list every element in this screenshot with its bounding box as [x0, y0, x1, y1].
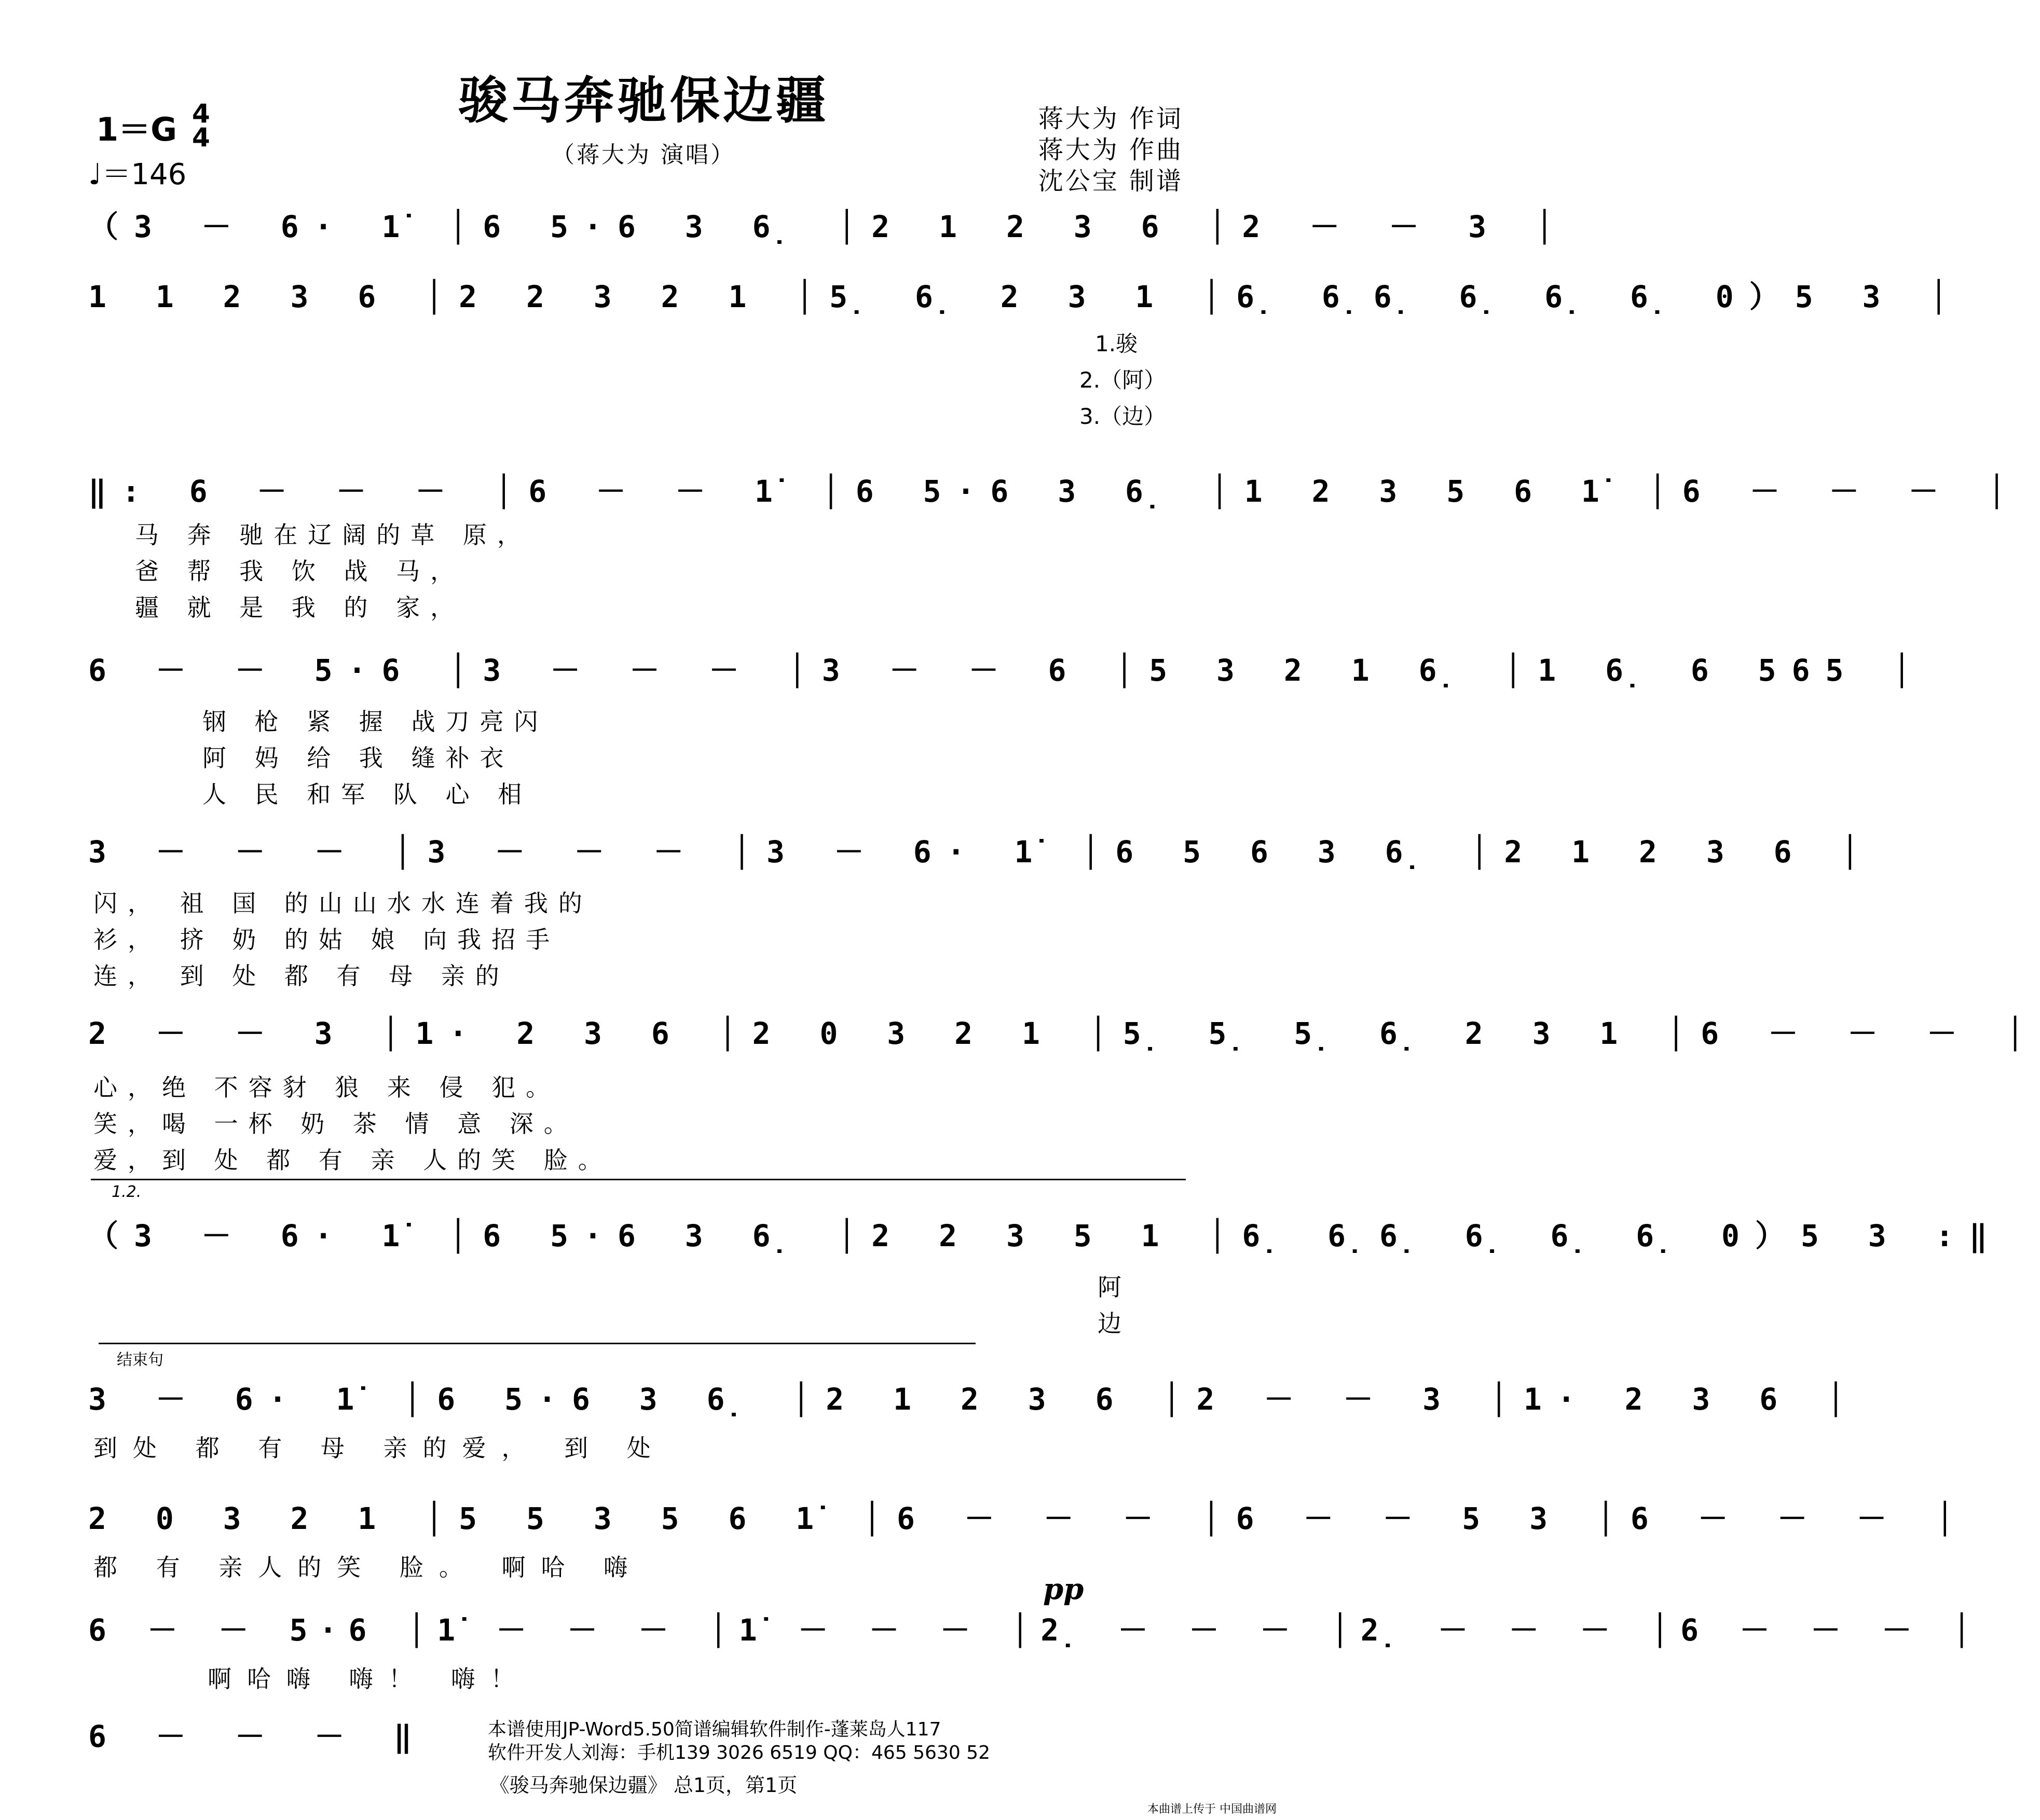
lyric-line: 疆 就 是 我 的 家，	[135, 594, 465, 622]
footer-software-line: 本谱使用JP-Word5.50简谱编辑软件制作-蓬莱岛人117	[488, 1719, 941, 1740]
lyric-line: 心，绝 不容豺 狼 来 侵 犯。	[93, 1073, 560, 1101]
volta-bracket-line	[91, 1179, 1186, 1180]
lyric-line: 啊哈嗨 嗨！ 嗨！	[208, 1665, 530, 1693]
score-row	[88, 272, 1964, 329]
uploader-watermark: 本曲谱上传于 中国曲谱网	[1147, 1803, 1277, 1816]
notation-line: 3 － － － │3 － － － │3 － 6· 1̇ │6 5 6 3 6̣ │2 1 2 3 6 │	[88, 834, 1875, 870]
lyric-line: 边	[1098, 1309, 1121, 1338]
lyric-line: 爸 帮 我 饮 战 马，	[135, 557, 465, 585]
page-title: 骏马奔驰保边疆	[458, 71, 829, 130]
credit-composer: 蒋大为 作曲	[1038, 135, 1183, 164]
notation-line: （3 － 6· 1̇ │6 5·6 3 6̣ │2 2 3 5 1 │6̣ 6̣6̣ 6̣ 6̣ 6̣ 0）5 3 :‖	[88, 1218, 2003, 1253]
notation-line: 2 － － 3 │1· 2 3 6 │2 0 3 2 1 │5̣ 5̣ 5̣ 6̣ 2 3 1 │6 － － － │	[88, 1016, 2040, 1051]
verse-mark-3: 3.（边）	[1079, 404, 1166, 429]
lyric-line: 闪， 祖 国 的山山水水连着我的	[93, 889, 593, 917]
lyric-line: 都 有 亲人的笑 脸。 啊哈 嗨	[93, 1553, 644, 1581]
lyric-line: 马 奔 驰在辽阔的草 原，	[135, 521, 531, 549]
score-row	[88, 1606, 1982, 1663]
time-sig-bottom: 4	[192, 122, 210, 153]
verse-mark-1: 1.骏	[1095, 331, 1138, 356]
lyric-line: 钢 枪 紧 握 战刀亮闪	[202, 708, 549, 736]
performer-subtitle: （蒋大为 演唱）	[552, 142, 735, 168]
score-row	[88, 1494, 1970, 1551]
dynamic-marking: pp	[1043, 1572, 1084, 1606]
lyric-line: 阿	[1098, 1273, 1121, 1301]
score-row	[88, 1211, 2003, 1269]
lyric-line: 人 民 和军 队 心 相	[202, 780, 532, 808]
lyric-line: 笑，喝 一杯 奶 茶 情 意 深。	[93, 1110, 578, 1138]
lyric-line: 阿 妈 给 我 缝补衣	[202, 744, 514, 772]
score-row	[88, 467, 2022, 524]
credit-transcriber: 沈公宝 制谱	[1038, 167, 1183, 196]
tempo-marking: ♩＝146	[88, 158, 187, 191]
score-row	[88, 202, 1569, 259]
coda-label: 结束句	[117, 1351, 163, 1369]
notation-line: 6 － － 5·6 │1̇ － － － │1̇ － － － │2̣ － － － │2̣ － － － │6 － － － │	[88, 1612, 1982, 1648]
notation-line: 1 1 2 3 6 │2 2 3 2 1 │5̣ 6̣ 2 3 1 │6̣ 6̣6̣ 6̣ 6̣ 6̣ 0）5 3 │	[88, 279, 1964, 314]
lyric-line: 到处 都 有 母 亲的爱， 到 处	[93, 1434, 666, 1462]
notation-line: 3 － 6· 1̇ │6 5·6 3 6̣ │2 1 2 3 6 │2 － － 3 │1· 2 3 6 │	[88, 1382, 1861, 1417]
notation-line: 6 － － － ‖	[88, 1719, 428, 1754]
key-signature: 1＝G	[96, 111, 177, 148]
notation-line: 6 － － 5·6 │3 － － － │3 － － 6 │5 3 2 1 6̣ │1 6̣ 6 565 │	[88, 653, 1927, 688]
volta-label: 1.2.	[112, 1183, 142, 1201]
score-row	[88, 828, 1875, 885]
time-signature	[192, 99, 210, 153]
score-row	[88, 1375, 1861, 1432]
notation-line: （3 － 6· 1̇ │6 5·6 3 6̣ │2 1 2 3 6 │2 － － 3 │	[88, 209, 1569, 244]
notation-line: ‖: 6 － － － │6 － － 1̇ │6 5·6 3 6̣ │1 2 3 5 6 1̇ │6 － － － │	[88, 474, 2022, 509]
notation-line: 2 0 3 2 1 │5 5 3 5 6 1̇ │6 － － － │6 － － 5 3 │6 － － － │	[88, 1501, 1970, 1536]
page-info: 《骏马奔驰保边疆》 总1页，第1页	[489, 1774, 798, 1797]
footer-developer-line: 软件开发人刘海：手机139 3026 6519 QQ：465 5630 52	[488, 1742, 990, 1763]
credit-lyricist: 蒋大为 作词	[1038, 104, 1183, 133]
score-row	[88, 646, 1927, 703]
score-row	[88, 1712, 428, 1769]
verse-mark-2: 2.（阿）	[1079, 367, 1166, 393]
lyric-line: 连， 到 处 都 有 母 亲的	[93, 962, 510, 990]
lyric-line: 衫， 挤 奶 的姑 娘 向我招手	[93, 926, 560, 954]
score-row	[88, 1009, 2040, 1066]
lyric-line: 爱，到 处 都 有 亲 人的笑 脸。	[93, 1146, 612, 1174]
time-sig-top: 4	[192, 99, 210, 129]
coda-bracket-line	[99, 1343, 976, 1344]
